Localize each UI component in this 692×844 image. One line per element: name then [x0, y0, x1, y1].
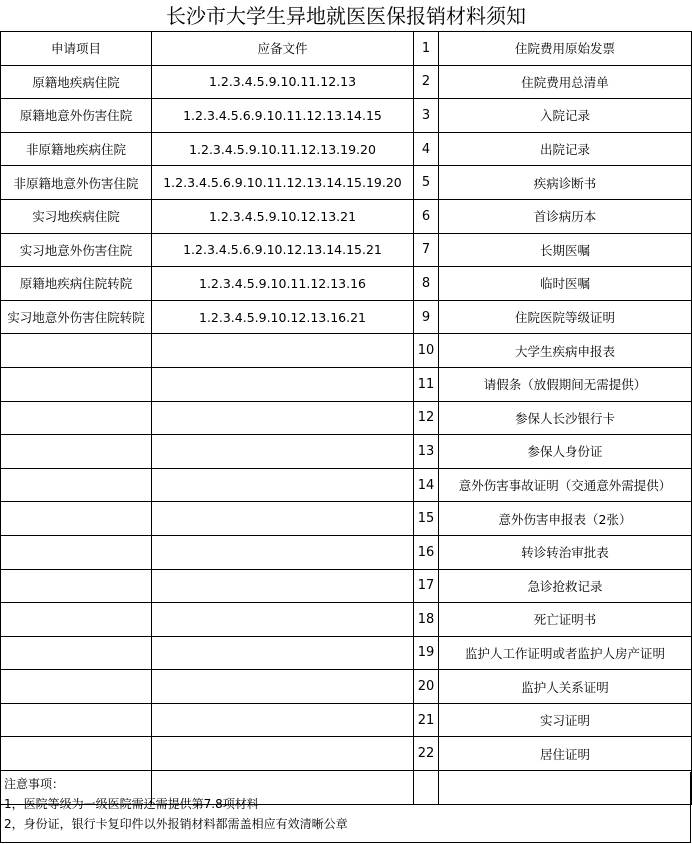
- material-number: 22: [414, 737, 439, 771]
- empty-cell: [152, 468, 414, 502]
- empty-cell: [152, 670, 414, 704]
- empty-cell: [152, 603, 414, 637]
- material-name: 大学生疾病申报表: [439, 334, 692, 368]
- empty-cell: [1, 401, 152, 435]
- project-files: 1.2.3.4.5.9.10.12.13.21: [152, 199, 414, 233]
- note-item-2: 2，身份证，银行卡复印件以外报销材料都需盖相应有效清晰公章: [4, 817, 348, 831]
- table-row: [1, 569, 692, 603]
- empty-cell: [152, 535, 414, 569]
- project-files: 1.2.3.4.5.9.10.11.12.13: [152, 65, 414, 99]
- table-row: [1, 535, 692, 569]
- table-row: [1, 65, 692, 99]
- project-name: 实习地意外伤害住院: [1, 233, 152, 267]
- material-name: 参保人长沙银行卡: [439, 401, 692, 435]
- material-name: 住院费用原始发票: [439, 32, 692, 66]
- project-name: 原籍地疾病住院转院: [1, 267, 152, 301]
- material-number: 9: [414, 300, 439, 334]
- table-row: [1, 267, 692, 301]
- table-row: [1, 401, 692, 435]
- table-row: [1, 367, 692, 401]
- project-name: 原籍地意外伤害住院: [1, 99, 152, 133]
- empty-cell: [152, 334, 414, 368]
- table-header-row: [1, 32, 692, 66]
- table-row: [1, 468, 692, 502]
- empty-cell: [152, 703, 414, 737]
- material-number: 15: [414, 502, 439, 536]
- requirements-table: [0, 31, 692, 805]
- empty-cell: [152, 367, 414, 401]
- material-name: 首诊病历本: [439, 199, 692, 233]
- project-name: 非原籍地意外伤害住院: [1, 166, 152, 200]
- material-number: 1: [414, 32, 439, 66]
- material-name: 实习证明: [439, 703, 692, 737]
- material-name: 急诊抢救记录: [439, 569, 692, 603]
- material-name: 意外伤害申报表（2张）: [439, 502, 692, 536]
- material-name: 死亡证明书: [439, 603, 692, 637]
- table-row: [1, 334, 692, 368]
- table-row: [1, 703, 692, 737]
- table-row: [1, 737, 692, 771]
- page-title: 长沙市大学生异地就医医保报销材料须知: [166, 3, 526, 28]
- empty-cell: [1, 334, 152, 368]
- project-files: 1.2.3.4.5.6.9.10.11.12.13.14.15.19.20: [152, 166, 414, 200]
- table-row: [1, 300, 692, 334]
- note-item-1: 1，医院等级为一级医院需还需提供第7.8项材料: [4, 797, 259, 811]
- project-name: 实习地意外伤害住院转院: [1, 300, 152, 334]
- table-row: [1, 99, 692, 133]
- project-name: 原籍地疾病住院: [1, 65, 152, 99]
- header-files: 应备文件: [152, 32, 414, 66]
- empty-cell: [1, 468, 152, 502]
- material-number: 20: [414, 670, 439, 704]
- empty-cell: [1, 569, 152, 603]
- table-row: [1, 502, 692, 536]
- table-row: [1, 199, 692, 233]
- material-number: 11: [414, 367, 439, 401]
- project-files: 1.2.3.4.5.6.9.10.11.12.13.14.15: [152, 99, 414, 133]
- table-row: [1, 670, 692, 704]
- material-number: 16: [414, 535, 439, 569]
- empty-cell: [1, 636, 152, 670]
- material-number: 3: [414, 99, 439, 133]
- material-name: 住院医院等级证明: [439, 300, 692, 334]
- table-row: [1, 166, 692, 200]
- empty-cell: [1, 435, 152, 469]
- material-name: 请假条（放假期间无需提供）: [439, 367, 692, 401]
- material-number: 7: [414, 233, 439, 267]
- project-name: 实习地疾病住院: [1, 199, 152, 233]
- material-number: 10: [414, 334, 439, 368]
- material-number: 18: [414, 603, 439, 637]
- header-project: 申请项目: [1, 32, 152, 66]
- material-number: 2: [414, 65, 439, 99]
- material-number: 12: [414, 401, 439, 435]
- material-number: 8: [414, 267, 439, 301]
- empty-cell: [152, 636, 414, 670]
- table-row: [1, 435, 692, 469]
- project-files: 1.2.3.4.5.9.10.12.13.16.21: [152, 300, 414, 334]
- material-name: 出院记录: [439, 132, 692, 166]
- project-files: 1.2.3.4.5.9.10.11.12.13.16: [152, 267, 414, 301]
- material-number: 21: [414, 703, 439, 737]
- project-files: 1.2.3.4.5.9.10.11.12.13.19.20: [152, 132, 414, 166]
- empty-cell: [152, 569, 414, 603]
- material-name: 疾病诊断书: [439, 166, 692, 200]
- material-number: 17: [414, 569, 439, 603]
- empty-cell: [1, 603, 152, 637]
- material-number: 14: [414, 468, 439, 502]
- material-name: 监护人工作证明或者监护人房产证明: [439, 636, 692, 670]
- table-row: [1, 233, 692, 267]
- notes-box: [0, 772, 691, 843]
- material-number: 19: [414, 636, 439, 670]
- material-number: 13: [414, 435, 439, 469]
- project-name: 非原籍地疾病住院: [1, 132, 152, 166]
- empty-cell: [152, 435, 414, 469]
- material-number: 6: [414, 199, 439, 233]
- material-name: 住院费用总清单: [439, 65, 692, 99]
- empty-cell: [1, 535, 152, 569]
- table-row: [1, 603, 692, 637]
- table-row: [1, 636, 692, 670]
- empty-cell: [1, 367, 152, 401]
- empty-cell: [152, 502, 414, 536]
- material-number: 4: [414, 132, 439, 166]
- empty-cell: [152, 401, 414, 435]
- table-row: [1, 132, 692, 166]
- empty-cell: [152, 737, 414, 771]
- project-files: 1.2.3.4.5.6.9.10.12.13.14.15.21: [152, 233, 414, 267]
- empty-cell: [1, 502, 152, 536]
- requirements-table-body: [1, 32, 692, 805]
- material-number: 5: [414, 166, 439, 200]
- material-name: 临时医嘱: [439, 267, 692, 301]
- material-name: 参保人身份证: [439, 435, 692, 469]
- material-name: 监护人关系证明: [439, 670, 692, 704]
- material-name: 转诊转治审批表: [439, 535, 692, 569]
- empty-cell: [1, 670, 152, 704]
- notes-heading: 注意事项：: [4, 777, 65, 791]
- material-name: 长期医嘱: [439, 233, 692, 267]
- material-name: 居住证明: [439, 737, 692, 771]
- material-name: 入院记录: [439, 99, 692, 133]
- empty-cell: [1, 737, 152, 771]
- empty-cell: [1, 703, 152, 737]
- material-name: 意外伤害事故证明（交通意外需提供）: [439, 468, 692, 502]
